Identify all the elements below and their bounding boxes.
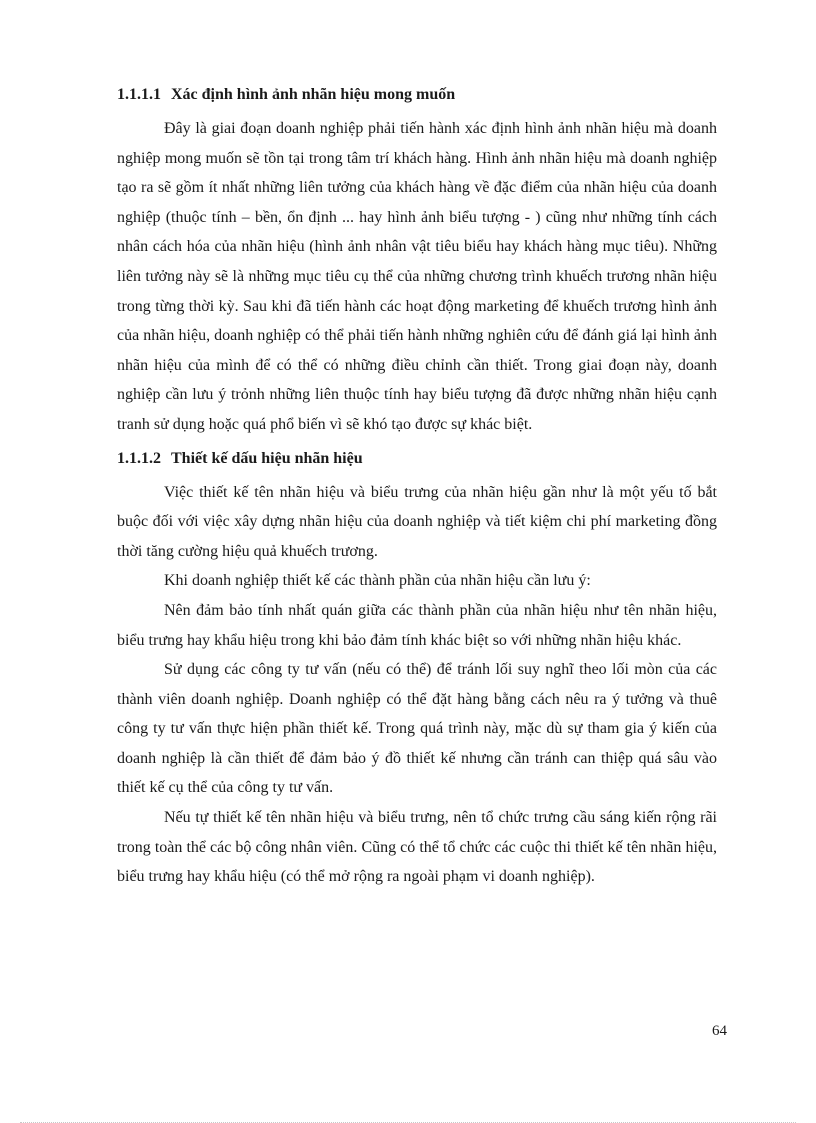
paragraph: Sử dụng các công ty tư vấn (nếu có thể) để tránh lối suy nghĩ theo lối mòn của các thành viên doanh nghiệp. Doanh nghiệp có thể đặt hàng bằng cách nêu ra ý tưởng và thuê công ty tư vấn thực hiện phần thiết kế. Trong quá trình này, mặc dù sự tham gia ý kiến của doanh nghiệp là cần thiết để đảm bảo ý đồ thiết kế nhưng cần tránh can thiệp quá sâu vào thiết kế cụ thể của công ty tư vấn. <box>117 661 717 797</box>
paragraph: Việc thiết kế tên nhãn hiệu và biểu trưng của nhãn hiệu gần như là một yếu tố bắt buộc đối với việc xây dựng nhãn hiệu của doanh nghiệp và tiết kiệm chi phí marketing đồng thời tăng cường hiệu quả khuếch trương. <box>117 483 717 560</box>
section-number-2: 1.1.1.2 <box>117 449 161 467</box>
section-title-2: Thiết kế dấu hiệu nhãn hiệu <box>171 449 363 467</box>
paragraph: Khi doanh nghiệp thiết kế các thành phần của nhãn hiệu cần lưu ý: <box>164 572 591 590</box>
paragraph: Nên đảm bảo tính nhất quán giữa các thành phần của nhãn hiệu như tên nhãn hiệu, biểu trưng hay khẩu hiệu trong khi bảo đảm tính khác biệt so với những nhãn hiệu khác. <box>117 601 717 649</box>
section-heading-2 <box>117 448 717 470</box>
page-number: 64 <box>712 1023 727 1039</box>
section-number-1: 1.1.1.1 <box>117 86 161 103</box>
paragraph: Nếu tự thiết kế tên nhãn hiệu và biểu trưng, nên tổ chức trưng cầu sáng kiến rộng rãi trong toàn thể các bộ công nhân viên. Cũng có thể tổ chức các cuộc thi thiết kế tên nhãn hiệu, biểu trưng hay khẩu hiệu (có thể mở rộng ra ngoài phạm vi doanh nghiệp). <box>117 809 717 886</box>
paragraph: Đây là giai đoạn doanh nghiệp phải tiến hành xác định hình ảnh nhãn hiệu mà doanh nghiệp mong muốn sẽ tồn tại trong tâm trí khách hàng. Hình ảnh nhãn hiệu mà doanh nghiệp tạo ra sẽ gồm ít nhất những liên tưởng của khách hàng về đặc điểm của nhãn hiệu của doanh nghiệp (thuộc tính – bền, ổn định ... hay hình ảnh biểu tượng - ) cũng như những tính cách nhân cách hóa của nhãn hiệu (hình ảnh nhân vật tiêu biểu hay khách hàng mục tiêu). Những liên tưởng này sẽ là những mục tiêu cụ thể của những chương trình khuếch trương nhãn hiệu trong từng thời kỳ. Sau khi đã tiến hành các hoạt động marketing để khuếch trương hình ảnh của nhãn hiệu, doanh nghiệp có thể phải tiến hành những nghiên cứu để đánh giá lại hình ảnh nhãn hiệu của mình để có thể có những điều chỉnh cần thiết. Trong giai đoạn này, doanh nghiệp cần lưu ý trỏnh những liên thuộc tính hay biểu tượng đã được những nhãn hiệu cạnh tranh sử dụng hoặc quá phổ biến vì sẽ khó tạo được sự khác biệt. <box>117 120 717 433</box>
section-title-1: Xác định hình ảnh nhãn hiệu mong muốn <box>171 86 456 103</box>
page-content <box>117 84 717 892</box>
section-heading-1 <box>117 84 717 106</box>
